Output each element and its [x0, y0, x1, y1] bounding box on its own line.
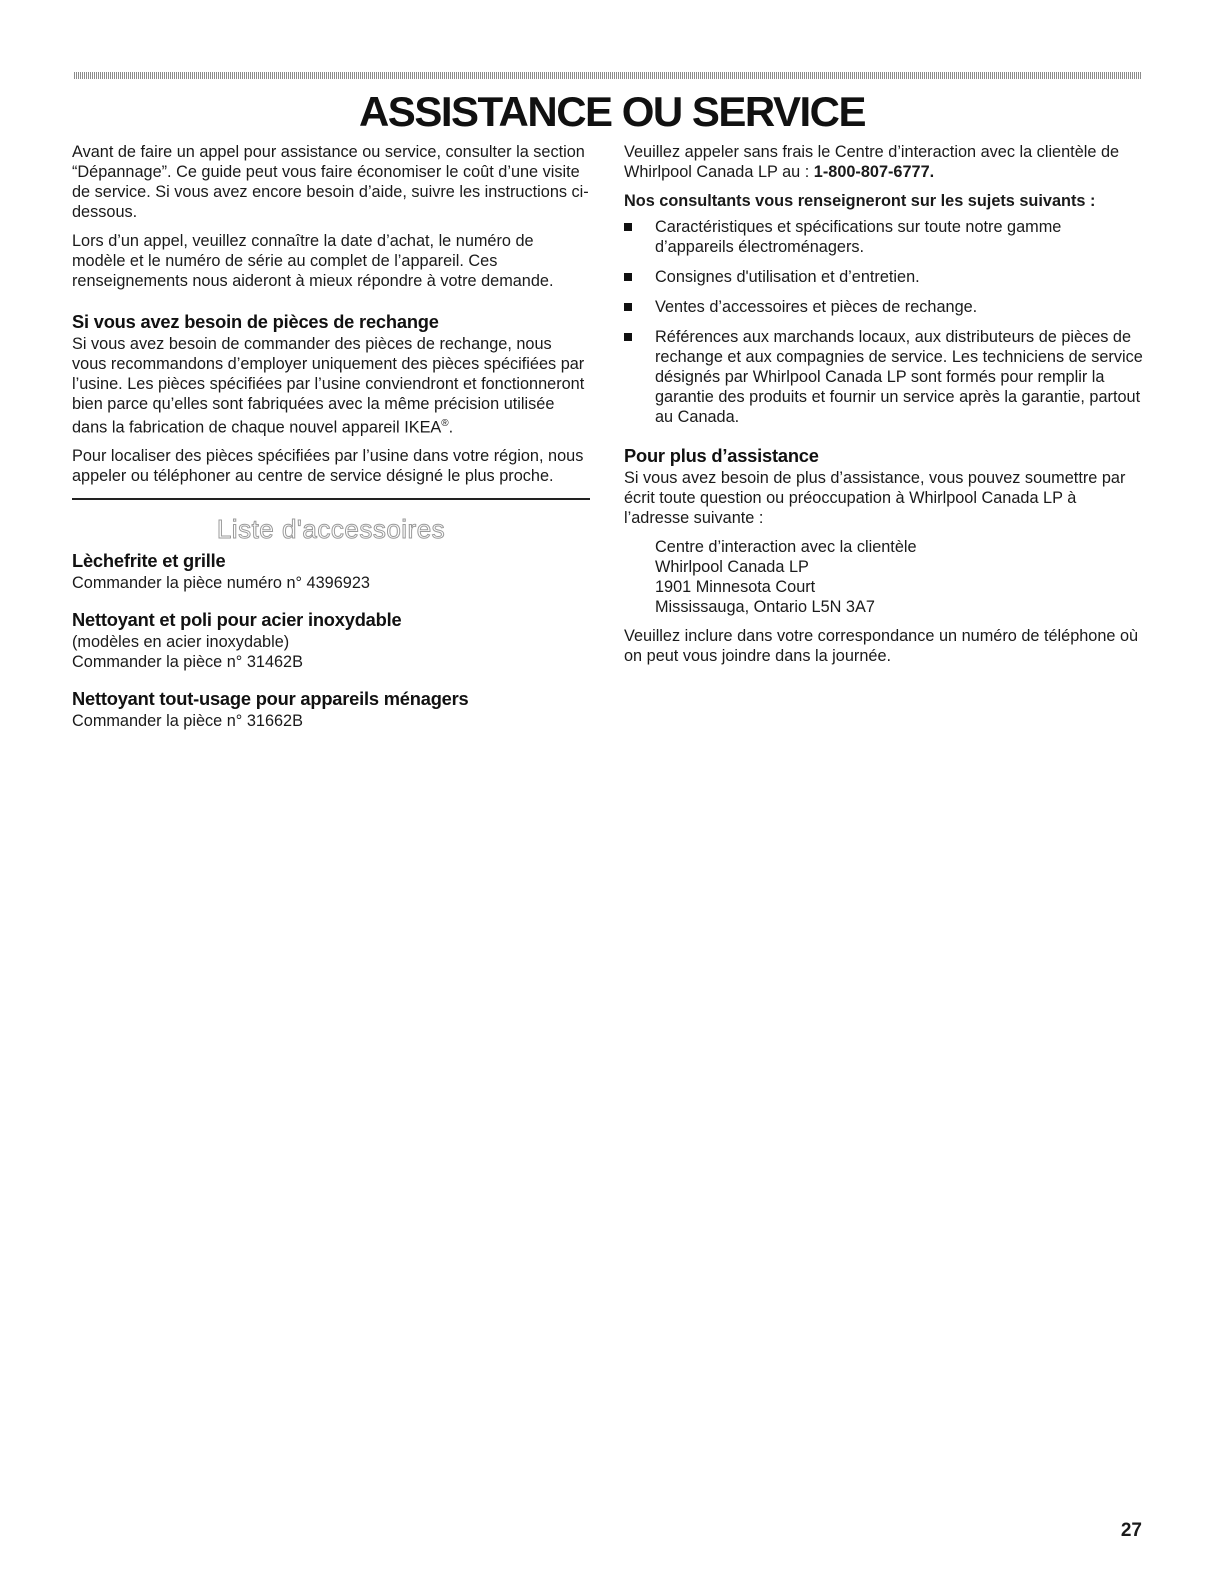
list-item: Références aux marchands locaux, aux distributeurs de pièces de rechange et aux compagnies de service. Les techniciens de service désignés par Whirlpool Canada LP sont formés pour remplir la garantie des produits et fournir un service après la garantie, partout au Canada.: [624, 327, 1144, 427]
accessory-detail: Commander la pièce numéro n° 4396923: [72, 574, 370, 593]
intro-paragraph-2: Lors d’un appel, veuillez connaître la date d’achat, le numéro de modèle et le numéro de série au complet de l’appareil. Ces renseignements nous aideront à mieux répondre à votre demande.: [72, 232, 554, 290]
square-bullet-icon: [624, 273, 632, 281]
accessories-heading: Liste d'accessoires: [216, 514, 446, 545]
list-item: Consignes d'utilisation et d’entretien.: [624, 267, 1144, 287]
accessory-name: Nettoyant tout-usage pour appareils ménagers: [72, 688, 469, 710]
accessory-name: Lèchefrite et grille: [72, 550, 226, 572]
address-line: 1901 Minnesota Court: [655, 578, 816, 596]
parts-paragraph-1: Si vous avez besoin de commander des pièces de rechange, nous vous recommandons d’employer uniquement des pièces spécifiées par l’usine. Les pièces spécifiées par l’usine conviendront et fonctionneront bien parce qu’elles sont fabriquées avec la même précision utilisée dans la fabrication de chaque nouvel appareil IKEA®.: [72, 335, 585, 437]
parts-paragraph-2: Pour localiser des pièces spécifiées par l’usine dans votre région, nous appeler ou téléphoner au centre de service désigné le plus proche.: [72, 447, 584, 486]
more-assistance-paragraph: Si vous avez besoin de plus d’assistance, vous pouvez soumettre par écrit toute question ou préoccupation à Whirlpool Canada LP à l’adresse suivante :: [624, 469, 1126, 527]
parts-heading: Si vous avez besoin de pièces de rechange: [72, 311, 439, 332]
topics-list: [624, 217, 1144, 427]
accessory-detail: Commander la pièce n° 31462B: [72, 653, 303, 672]
list-item: Caractéristiques et spécifications sur toute notre gamme d’appareils électroménagers.: [624, 217, 1144, 257]
phone-number: 1-800-807-6777.: [813, 163, 935, 181]
section-divider: [72, 498, 590, 500]
intro-paragraph-1: Avant de faire un appel pour assistance ou service, consulter la section “Dépannage”. Ce guide peut vous faire économiser le coût d’une visite de service. Si vous avez encore besoin d’aide, suivre les instructions ci-dessous.: [72, 143, 589, 221]
top-rule: [74, 72, 1142, 79]
address-line: Whirlpool Canada LP: [655, 558, 809, 576]
mailing-address: [655, 537, 1144, 617]
square-bullet-icon: [624, 333, 632, 341]
closing-paragraph: Veuillez inclure dans votre correspondance un numéro de téléphone où on peut vous joindre dans la journée.: [624, 627, 1139, 665]
right-column: [624, 142, 1144, 675]
accessory-name: Nettoyant et poli pour acier inoxydable: [72, 609, 402, 631]
call-paragraph: Veuillez appeler sans frais le Centre d’interaction avec la clientèle de Whirlpool Canada LP au : 1-800-807-6777.: [624, 143, 1120, 181]
page-title: ASSISTANCE OU SERVICE: [358, 88, 866, 135]
accessories-list: [72, 550, 590, 731]
left-column: [72, 142, 590, 731]
square-bullet-icon: [624, 223, 632, 231]
topics-intro: Nos consultants vous renseigneront sur les sujets suivants :: [624, 192, 1096, 210]
more-assistance-heading: Pour plus d’assistance: [624, 445, 819, 466]
square-bullet-icon: [624, 303, 632, 311]
accessory-detail: Commander la pièce n° 31662B: [72, 712, 303, 731]
accessory-detail: (modèles en acier inoxydable): [72, 633, 290, 652]
address-line: Centre d’interaction avec la clientèle: [655, 538, 917, 556]
page-number: 27: [1120, 1520, 1142, 1541]
list-item: Ventes d’accessoires et pièces de rechange.: [624, 297, 1144, 317]
address-line: Mississauga, Ontario L5N 3A7: [655, 598, 875, 616]
